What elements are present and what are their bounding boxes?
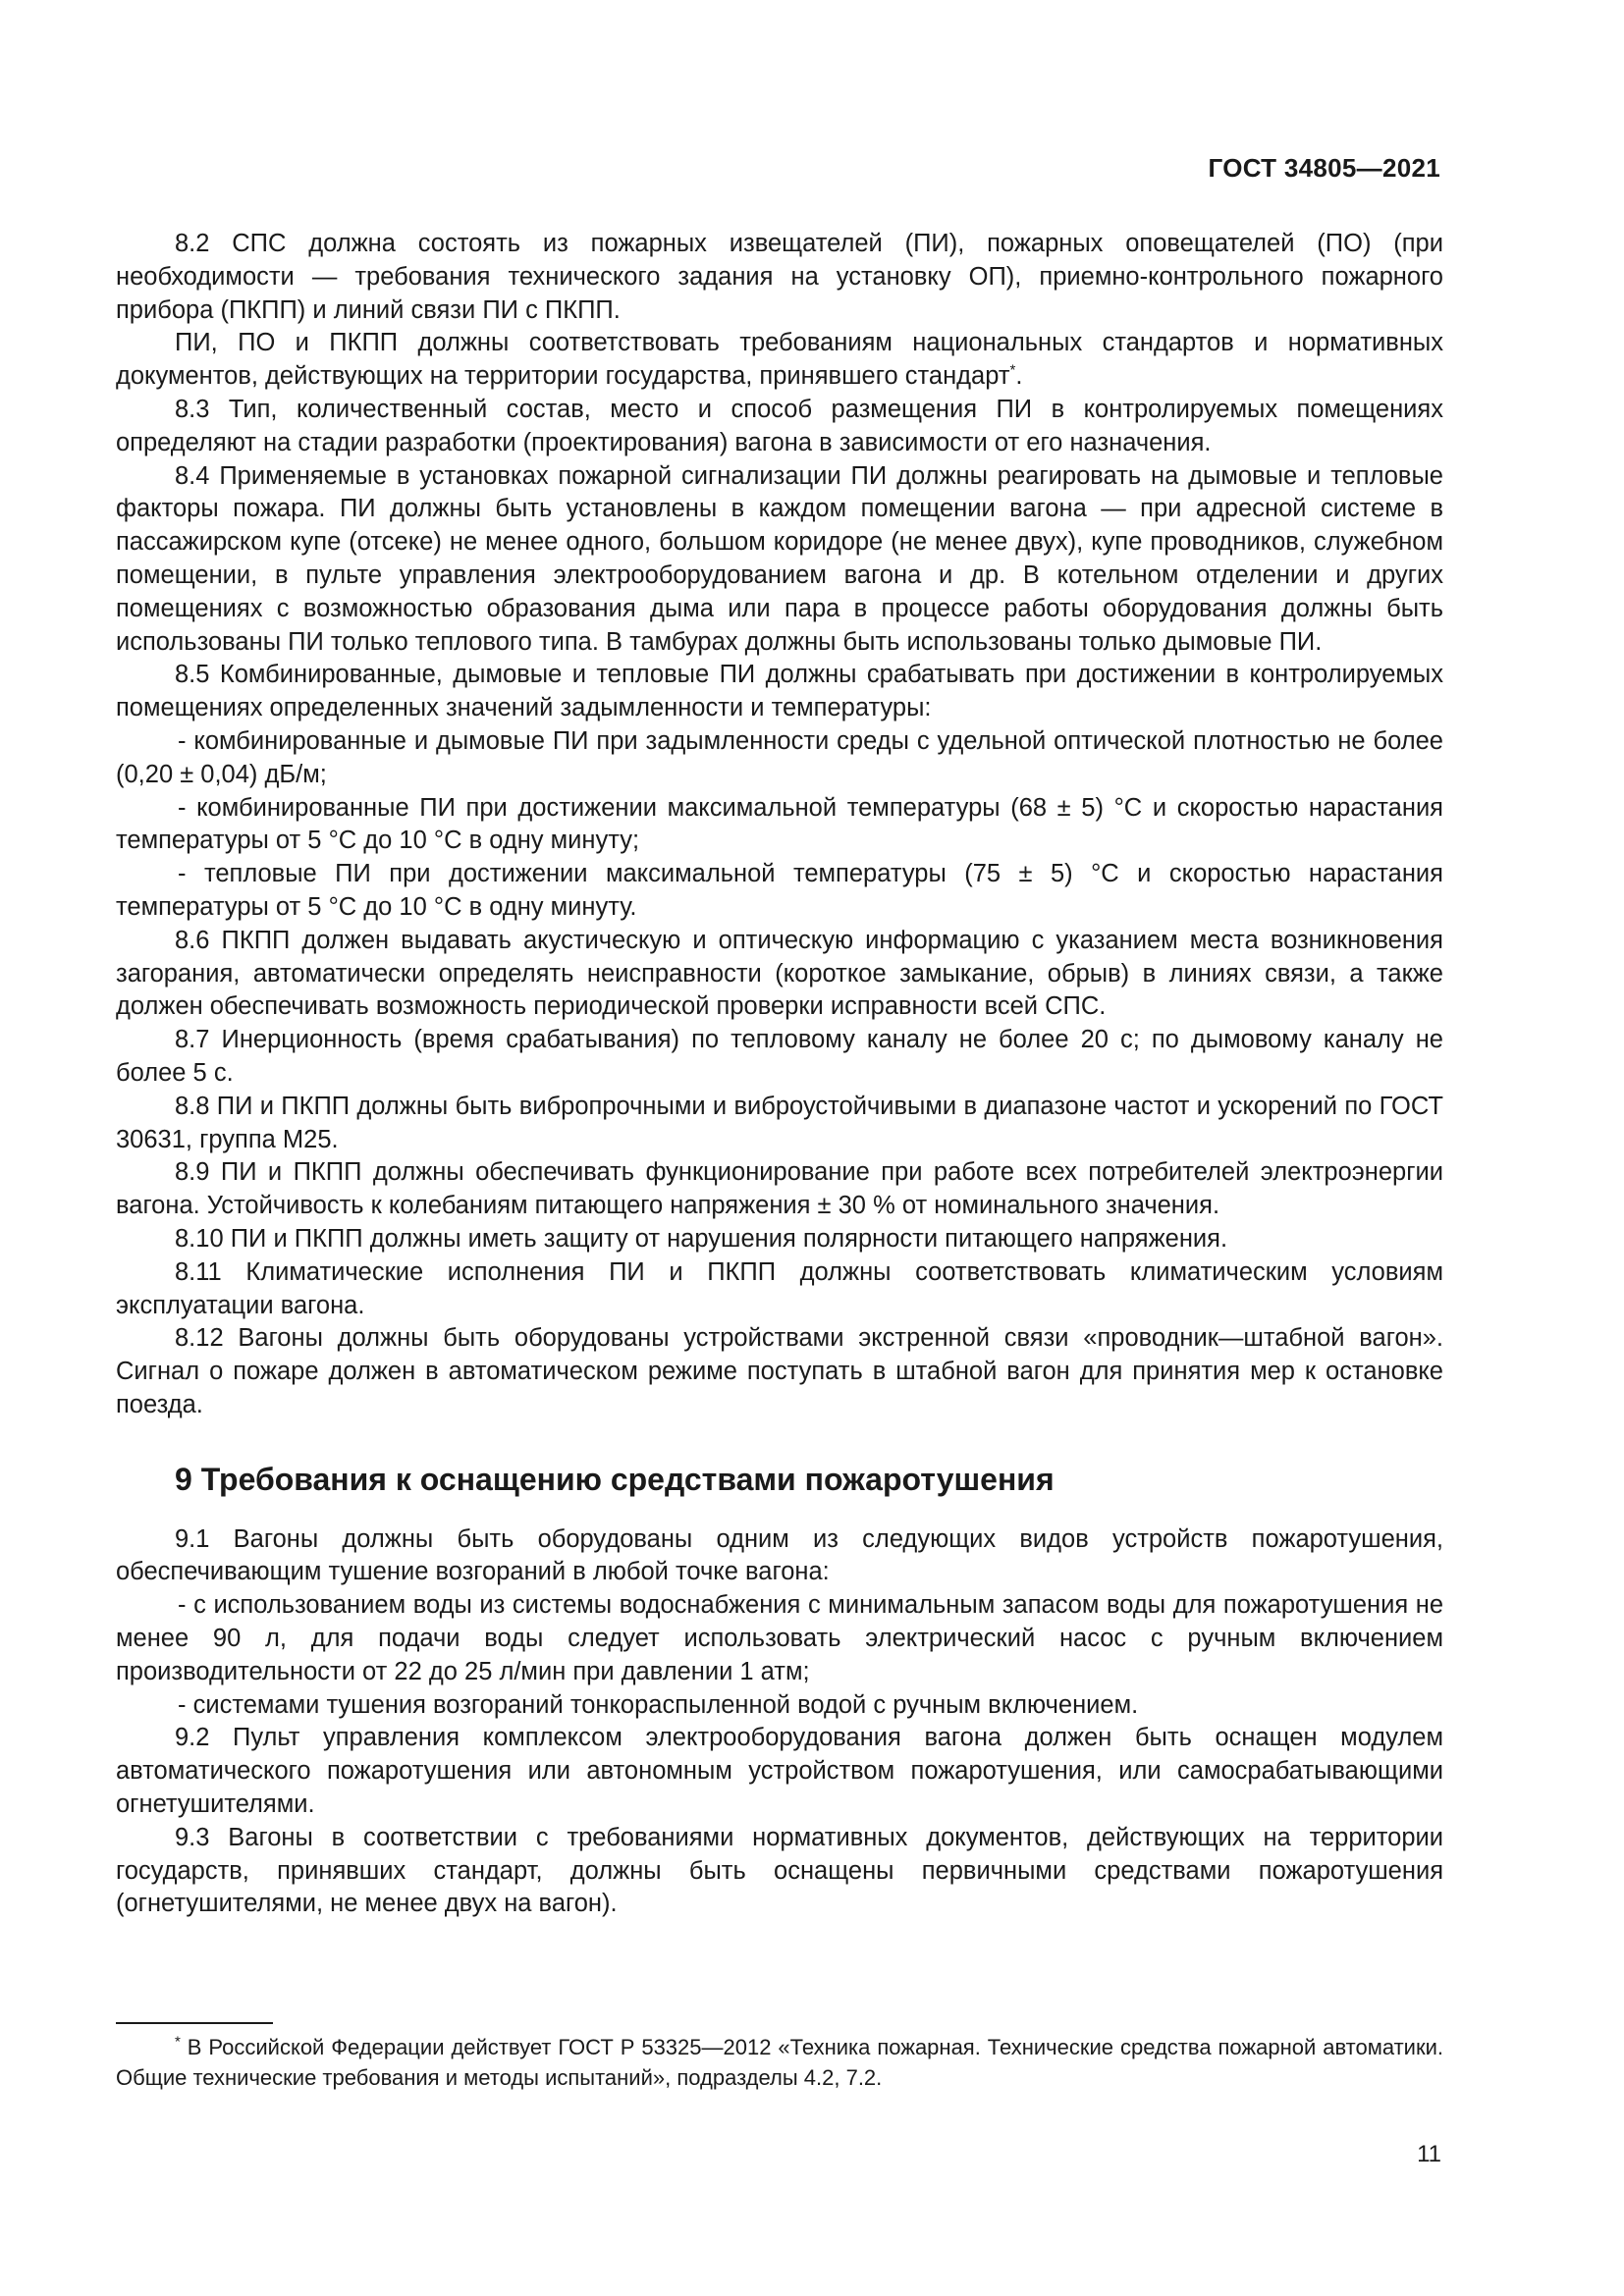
paragraph-8-11: 8.11 Климатические исполнения ПИ и ПКПП должны соответствовать климатическим условиям эксплуатации вагона. [116, 1257, 1443, 1319]
standard-code-header: ГОСТ 34805—2021 [1208, 153, 1440, 183]
paragraph-8-7: 8.7 Инерционность (время срабатывания) по тепловому каналу не более 20 с; по дымовому каналу не более 5 с. [116, 1026, 1443, 1087]
paragraph-8-2-b-text: ПИ, ПО и ПКПП должны соответствовать требованиям национальных стандартов и нормативных документов, действующих на территории государства, принявшего стандарт [116, 329, 1443, 391]
footnote-reference-mark: * [1009, 361, 1016, 379]
list-item-8-5-3: - тепловые ПИ при достижении максимальной температуры (75 ± 5) °С и скоростью нарастания температуры от 5 °С до 10 °С в одну минуту. [116, 860, 1443, 921]
paragraph-8-4: 8.4 Применяемые в установках пожарной сигнализации ПИ должны реагировать на дымовые и тепловые факторы пожара. ПИ должны быть установлены в каждом помещении вагона — при адресной системе в пассажирском купе (отсеке) не менее одного, большом коридоре (не менее двух), купе проводников, служебном помещении, в пульте управления электрооборудованием вагона и др. В котельном отделении и других помещениях с возможностью образования дыма или пара в процессе работы оборудования должны быть использованы ПИ только теплового типа. В тамбурах должны быть использованы только дымовые ПИ. [116, 461, 1443, 656]
footnote-paragraph [116, 2032, 1443, 2093]
section-9-title: 9 Требования к оснащению средствами пожаротушения [175, 1461, 1055, 1497]
page-number: 11 [1417, 2141, 1441, 2167]
footnote-text: В Российской Федерации действует ГОСТ Р 53325—2012 «Техника пожарная. Технические средства пожарной автоматики. Общие технические требования и методы испытаний», подразделы 4.2, 7.2. [116, 2035, 1443, 2090]
paragraph-8-2-b [116, 327, 1443, 394]
paragraph-8-5: 8.5 Комбинированные, дымовые и тепловые ПИ должны срабатывать при достижении в контролируемых помещениях определенных значений задымленности и температуры: [116, 661, 1443, 722]
paragraph-8-2: 8.2 СПС должна состоять из пожарных извещателей (ПИ), пожарных оповещателей (ПО) (при необходимости — требования технического задания на установку ОП), приемно-контрольного пожарного прибора (ПКПП) и линий связи ПИ с ПКПП. [116, 230, 1443, 324]
paragraph-8-3: 8.3 Тип, количественный состав, место и способ размещения ПИ в контролируемых помещениях определяют на стадии разработки (проектирования) вагона в зависимости от его назначения. [116, 395, 1443, 456]
paragraph-8-6: 8.6 ПКПП должен выдавать акустическую и оптическую информацию с указанием места возникновения загорания, автоматически определять неисправности (короткое замыкание, обрыв) в линиях связи, а также должен обеспечивать возможность периодической проверки исправности всей СПС. [116, 926, 1443, 1021]
footnote-separator [116, 2022, 273, 2024]
footnote [116, 2032, 1443, 2093]
list-item-8-5-2: - комбинированные ПИ при достижении максимальной температуры (68 ± 5) °С и скоростью нарастания температуры от 5 °С до 10 °С в одну минуту; [116, 793, 1443, 855]
list-item-9-1-2: - системами тушения возгораний тонкораспыленной водой с ручным включением. [178, 1690, 1139, 1719]
paragraph-8-12: 8.12 Вагоны должны быть оборудованы устройствами экстренной связи «проводник—штабной вагон». Сигнал о пожаре должен в автоматическом режиме поступать в штабной вагон для принятия мер к остановке поезда. [116, 1324, 1443, 1418]
list-item-9-1-1: - с использованием воды из системы водоснабжения с минимальным запасом воды для пожаротушения не менее 90 л, для подачи воды следует использовать электрический насос с ручным включением производительности от 22 до 25 л/мин при давлении 1 атм; [116, 1591, 1443, 1685]
paragraph-9-1: 9.1 Вагоны должны быть оборудованы одним из следующих видов устройств пожаротушения, обеспечивающим тушение возгораний в любой точке вагона: [116, 1524, 1443, 1586]
paragraph-8-2-b-end: . [1015, 362, 1023, 391]
list-item-8-5-1: - комбинированные и дымовые ПИ при задымленности среды с удельной оптической плотностью не более (0,20 ± 0,04) дБ/м; [116, 726, 1443, 788]
paragraph-8-8: 8.8 ПИ и ПКПП должны быть вибропрочными и виброустойчивыми в диапазоне частот и ускорений по ГОСТ 30631, группа М25. [116, 1092, 1443, 1153]
paragraph-9-3: 9.3 Вагоны в соответствии с требованиями нормативных документов, действующих на территории государств, принявших стандарт, должны быть оснащены первичными средствами пожаротушения (огнетушителями, не менее двух на вагон). [116, 1823, 1443, 1918]
main-text [116, 228, 1443, 1921]
paragraph-9-2: 9.2 Пульт управления комплексом электрооборудования вагона должен быть оснащен модулем автоматического пожаротушения или автономным устройством пожаротушения, или самосрабатывающими огнетушителями. [116, 1724, 1443, 1819]
paragraph-8-10: 8.10 ПИ и ПКПП должны иметь защиту от нарушения полярности питающего напряжения. [175, 1224, 1228, 1253]
footnote-mark: * [175, 2033, 181, 2051]
paragraph-8-9: 8.9 ПИ и ПКПП должны обеспечивать функционирование при работе всех потребителей электроэнергии вагона. Устойчивость к колебаниям питающего напряжения ± 30 % от номинального значения. [116, 1158, 1443, 1220]
